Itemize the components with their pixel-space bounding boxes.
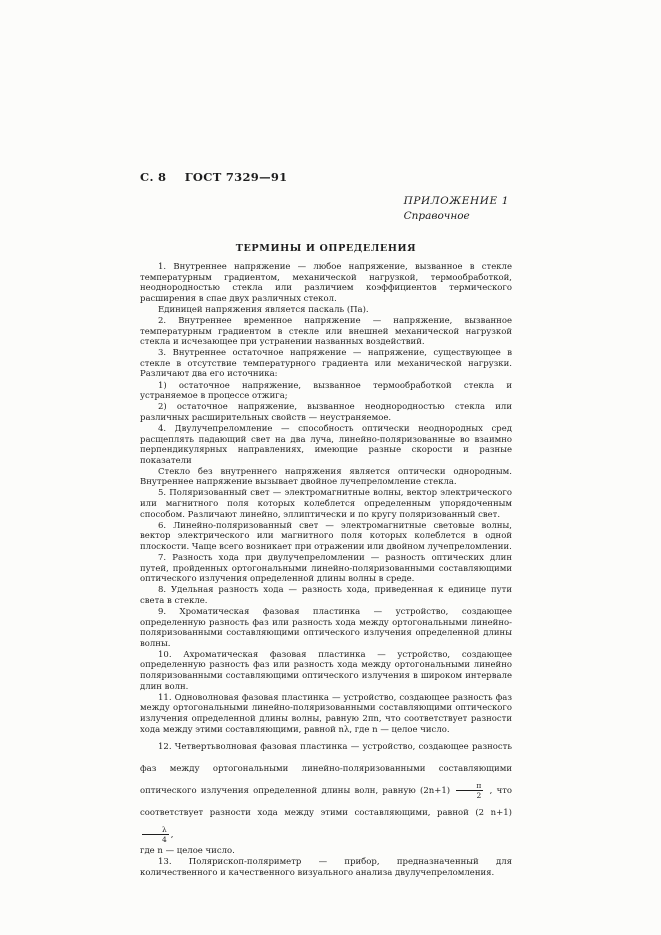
term-6: 6. Линейно-поляризованный свет — электромагнитные световые волны, вектор электрического или магнитного поля которых колеблется в одной плоскости. Чаще всего возникает при отражении или двойном лучепреломлении. [140,520,512,552]
fraction-pi-over-2: $\frac{\pi}{2}$ [456,781,483,800]
section-title: ТЕРМИНЫ И ОПРЕДЕЛЕНИЯ [235,243,417,254]
term-9: 9. Хроматическая фазовая пластинка — устройство, создающее определенную разность фаз или разность хода между ортогональными линейно-поляризованными составляющими оптического излучения определенной длины волны. [140,607,512,649]
term-1-unit: Единицей напряжения является паскаль (Па). [158,304,369,315]
term-8: 8. Удельная разность хода — разность хода, приведенная к единице пути света в стекле. [140,585,512,606]
term-11: 11. Одноволновая фазовая пластинка — устройство, создающее разность фаз между ортогональными линейно-поляризованными составляющими оптического излучения определенной длины волны, равную 2πn, что соответствует разности хода между этими составляющими, равной nλ, где n — целое число. [140,692,512,735]
appendix-title: ПРИЛОЖЕНИЕ 1 [403,195,509,207]
term-2: 2. Внутреннее временное напряжение — напряжение, вызванное температурным градиентом в стекле или внешней механической нагрузкой стекла и исчезающее при устранении названных воздействий. [140,315,512,348]
page-header [140,170,301,184]
page-number: С. 8 [140,170,167,184]
appendix-label [404,194,509,224]
term-4-note: Стекло без внутреннего напряжения является оптически однородным. Внутреннее напряжение вызывает двойное лучепреломление стекла. [140,466,512,488]
standard-number: ГОСТ 7329—91 [184,170,288,184]
term-12-note: где n — целое число. [140,846,235,857]
term-3-source-1: 1) остаточное напряжение, вызванное термообработкой стекла и устраняемое в процессе отжига; [140,380,512,402]
term-3: 3. Внутреннее остаточное напряжение — напряжение, существующее в стекле в отсутствие температурного градиента или механической нагрузки. Различают два его источника: [140,348,512,380]
appendix-subtitle: Справочное [403,210,470,222]
term-12-text-a: 12. Четвертьволновая фазовая пластинка — устройство, создающее разность фаз между ортогональными линейно-поляризованными составляющими оптического излучения определенной длины волн, равную (2n+1) [140,741,512,796]
term-12 [140,736,512,846]
term-10: 10. Ахроматическая фазовая пластинка — устройство, создающее определенную разность фаз или разность хода между ортогональными линейно поляризованными составляющими оптического излучения в широком интервале длин волн. [140,649,512,692]
term-7: 7. Разность хода при двулучепреломлении — разность оптических длин путей, пройденных ортогональными линейно-поляризованными составляющими оптического излучения определенной длины волны в среде. [140,553,512,585]
term-1: 1. Внутреннее напряжение — любое напряжение, вызванное в стекле температурным градиентом, механической нагрузкой, термообработкой, неоднородностью стекла или различием коэффициентов термического расширения в спае двух различных стекол. [140,262,512,304]
term-4: 4. Двулучепреломление — способность оптически неоднородных сред расщеплять падающий свет на два луча, линейно-поляризованные во взаимно перпендикулярных направлениях, имеющие разные скорости и разные показатели [140,423,512,466]
fraction-lambda-over-4: $\frac{\lambda}{4}$ [142,825,169,844]
term-3-source-2: 2) остаточное напряжение, вызванное неоднородностью стекла или различных расширительных свойств — неустраняемое. [140,402,512,423]
term-12-text-c: , [170,829,174,840]
term-12-text-b: , что соответствует разности хода между этими составляющими, равной (2 n+1) [140,785,513,818]
document-body [140,262,512,879]
term-5: 5. Поляризованный свет — электромагнитные волны, вектор электрического или магнитного поля которых колеблется определенным упорядоченным способом. Различают линейно, эллиптически и по кругу поляризованный свет. [140,488,512,520]
term-13: 13. Полярископ-поляриметр — прибор, предназначенный для количественного и качественного визуального анализа двулучепреломления. [140,857,512,878]
